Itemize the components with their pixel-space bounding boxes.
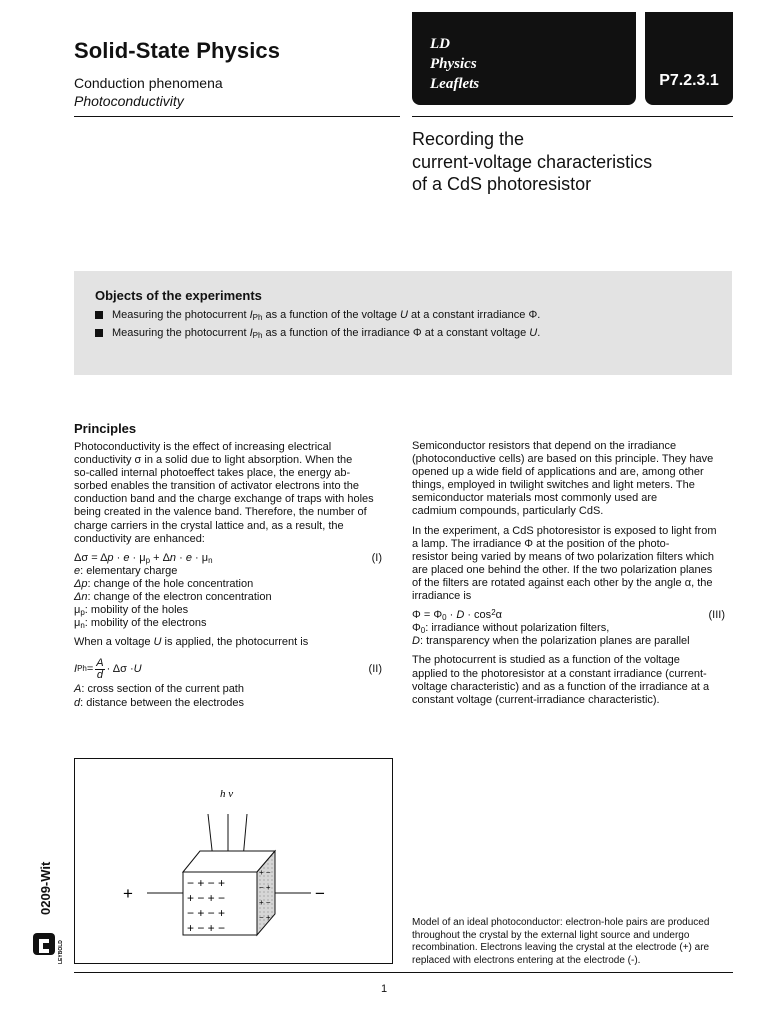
text-line: constant voltage (current-irradiance characteristic). <box>412 693 660 706</box>
experiment-heading <box>412 128 652 196</box>
charge-row: + − <box>259 898 271 907</box>
caption-line: Model of an ideal photoconductor: electron-hole pairs are produced <box>412 917 710 928</box>
text-line: In the experiment, a CdS photoresistor is exposed to light from <box>412 524 717 537</box>
charge-row: + − + − <box>187 921 226 935</box>
subtitle: Conduction phenomena <box>74 75 223 91</box>
objects-title: Objects of the experiments <box>95 288 262 303</box>
figure-caption <box>412 917 737 967</box>
equation-2: I Ph = $\frac{A}{d}$ · Δσ · U (II) <box>74 656 382 681</box>
divider <box>74 116 400 117</box>
svg-text:LEYBOLD: LEYBOLD <box>58 940 64 964</box>
text-line: so-called internal photoeffect takes place, the energy ab- <box>74 467 351 480</box>
leybold-logo <box>32 932 66 966</box>
text-line: irradiance is <box>412 590 472 603</box>
objects-item <box>95 327 540 339</box>
brand-line: Leaflets <box>430 76 480 92</box>
caption-line: replaced with electrons entering at the electrode (-). <box>412 954 641 966</box>
text-line: a lamp. The irradiance Φ at the position of the photo- <box>412 537 670 550</box>
photoconductor-diagram <box>75 759 392 963</box>
heading-line: of a CdS photoresistor <box>412 174 592 194</box>
equation-number: (II) <box>368 662 382 675</box>
text-line: of the filters are rotated against each other by the angle α, the <box>412 576 713 589</box>
definition: d: distance between the electrodes <box>74 696 245 709</box>
text-line: voltage characteristic) and as a function of the irradiance at a <box>412 680 710 693</box>
bullet-icon <box>95 311 103 319</box>
text-line: The photocurrent is studied as a function of the voltage <box>412 654 680 667</box>
text-line: cadmium compounds, particularly CdS. <box>412 505 604 518</box>
heading-line: current-voltage characteristics <box>412 151 653 172</box>
charge-row: + − + − <box>187 891 226 905</box>
page-number: 1 <box>380 983 388 995</box>
charge-row: − + − + <box>187 906 226 920</box>
equation-1: $\Delta\sigma = \Delta p \cdot e \cdot \mu_p + \Delta n \cdot e \cdot \mu_n$ (I) <box>74 551 382 565</box>
text-line: conductivity σ in a solid due to light absorption. When the <box>74 454 353 467</box>
page-title: Solid-State Physics <box>74 38 281 63</box>
equation-3: $\Phi = \Phi_0 \cdot D \cdot \cos^2\alpha$ (III) <box>412 608 725 623</box>
heading-line: Recording the <box>412 129 525 149</box>
text-line: When a voltage U is applied, the photocurrent is <box>74 636 309 649</box>
photon-label: h ν <box>220 788 234 800</box>
text-line: conduction band and the charge exchange of traps with holes <box>74 493 374 506</box>
principles-right-column <box>412 440 737 707</box>
divider <box>412 116 733 117</box>
definition: A: cross section of the current path <box>74 683 244 696</box>
brand-line: LD <box>430 36 450 52</box>
leaflet-code: P7.2.3.1 <box>659 72 719 89</box>
text-line: are placed one behind the other. If the two polarization planes <box>412 563 713 576</box>
definition: e: elementary charge <box>74 564 178 577</box>
text-line: charge carriers in the crystal lattice and, as a result, the <box>74 519 344 532</box>
brand-line: Physics <box>430 56 477 72</box>
equation-number: (I) <box>371 551 382 564</box>
text-line: (photoconductive cells) are based on this principle. They have <box>412 453 714 466</box>
text-line: Semiconductor resistors that depend on the irradiance <box>412 440 677 452</box>
definition: $\Phi_0$: irradiance without polarization filters, <box>412 622 610 636</box>
text-line: semiconductor materials most commonly used are <box>412 492 658 505</box>
charge-row: − + <box>259 913 271 922</box>
code-box <box>645 12 733 105</box>
principles-left-column <box>74 441 394 710</box>
text-line: opened up a wide field of applications and are, among other <box>412 466 704 479</box>
minus-electrode-label: − <box>315 884 325 903</box>
objects-item-text: Measuring the photocurrent $I_{Ph}$ as a function of the irradiance Φ at a constant voltage U. <box>112 327 541 340</box>
brand-box <box>412 12 636 105</box>
objects-item-text: Measuring the photocurrent $I_{Ph}$ as a function of the voltage U at a constant irradiance Φ. <box>112 309 541 322</box>
definition: Δp: change of the hole concentration <box>74 577 254 590</box>
text-line: Photoconductivity is the effect of increasing electrical <box>74 441 332 453</box>
text-line: being created in the valence band. Therefore, the number of <box>74 506 367 519</box>
bullet-icon <box>95 329 103 337</box>
definition: D: transparency when the polarization planes are parallel <box>412 635 690 648</box>
definition: Δn: change of the electron concentration <box>74 591 272 604</box>
footer-divider <box>74 972 733 973</box>
definition: $\mu_n$: mobility of the electrons <box>74 617 207 631</box>
principles-title: Principles <box>74 421 137 436</box>
text-line: resistor being varied by means of two polarization filters which <box>412 550 715 563</box>
text-line: things, employed in twilight switches and light meters. The <box>412 479 695 492</box>
objects-item <box>95 309 540 321</box>
objects-box <box>74 271 732 375</box>
definition: $\mu_p$: mobility of the holes <box>74 604 189 618</box>
photoconductor-figure <box>74 758 393 964</box>
side-code: 0209-Wit <box>38 861 53 915</box>
equation-number: (III) <box>708 609 725 622</box>
plus-electrode-label: + <box>123 884 133 903</box>
caption-line: recombination. Electrons leaving the crystal at the electrode (+) are <box>412 942 710 953</box>
charge-row: + − <box>259 868 271 877</box>
charge-row: − + − + <box>187 876 226 890</box>
text-line: sorbed enables the transition of activator electrons into the <box>74 480 359 493</box>
charge-row: − + <box>259 883 271 892</box>
text-line: applied to the photoresistor at a constant irradiance (current- <box>412 667 707 680</box>
subtitle-topic: Photoconductivity <box>74 93 184 109</box>
logo-icon <box>32 932 66 966</box>
text-line: conductivity are enhanced: <box>74 532 205 545</box>
caption-line: throughout the crystal by the external light source and undergo <box>412 929 690 941</box>
